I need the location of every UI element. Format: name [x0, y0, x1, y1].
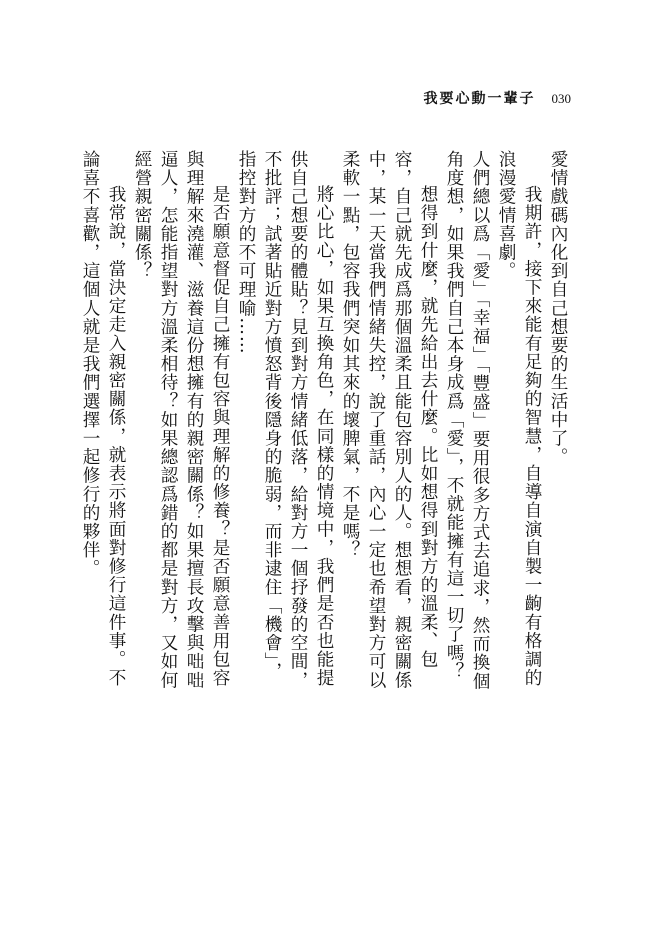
book-title: 我要心動一輩子 [423, 91, 536, 107]
paragraph: 想得到什麼，就先給出去什麼。比如想得到對方的溫柔、包容，自己就先成爲那個溫柔且能包容別人的人。想想看，親密關係中，某一天當我們情緒失控，說了重話，內心一定也希望對方可以柔軟一點，包容我們突如其來的壞脾氣，不是嗎？ [340, 150, 438, 690]
paragraph: 我常說，當決定走入親密關係，就表示將面對修行這件事。不論喜不喜歡，這個人就是我們選擇一起修行的夥伴。 [80, 150, 126, 688]
paragraph: 將心比心，如果互換角色，在同樣的情境中，我們是否也能提供自己想要的體貼？見到對方情緒低落，給對方一個抒發的空間，不批評；試著貼近對方憤怒背後隱身的脆弱，而非逮住「機會」，指控對方的不可理喻…… [236, 150, 334, 690]
page-header [424, 88, 572, 108]
paragraph: 我期許，接下來能有足夠的智慧，自導自演自製一齣有格調的浪漫愛情喜劇。 [496, 150, 542, 688]
paragraph: 人們總以爲「愛」「幸福」「豐盛」要用很多方式去追求，然而換個角度想，如果我們自己本身成爲「愛」，不就能擁有這一切了嗎？ [444, 150, 490, 691]
paragraph-continuation: 愛情戲碼內化到自己想要的生活中了。 [548, 150, 568, 467]
body-text [80, 150, 571, 695]
page-number: 030 [551, 91, 571, 106]
paragraph: 是否願意督促自己擁有包容與理解的修養？是否願意善用包容與理解來澆灌、滋養這份想擁有的親密關係？如果擅長攻擊與咄咄逼人，怎能指望對方溫柔相待？如果總認爲錯的都是對方，又如何經營親密關係？ [132, 150, 230, 690]
